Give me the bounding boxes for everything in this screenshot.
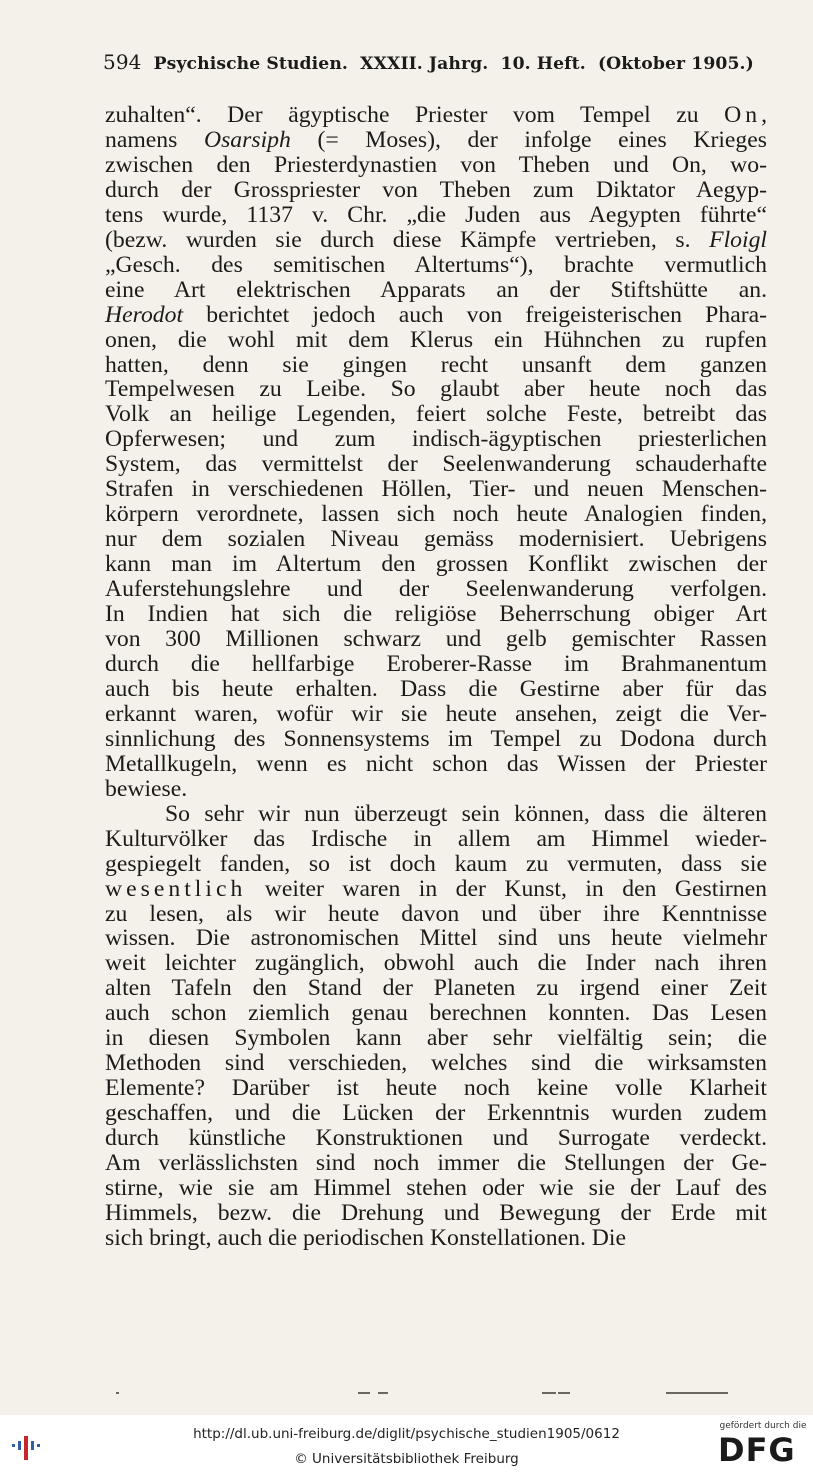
running-head — [103, 50, 771, 74]
text-run: weit leichter zugänglich, obwohl auch die Inder nach ihren — [105, 950, 767, 977]
text-run: zuhalten“. Der ägyptische Priester vom Tempel zu — [105, 102, 725, 128]
dfg-logo[interactable]: DFG — [718, 1431, 796, 1469]
text-run: geschaffen, und die Lücken der Erkenntnis wurden zudem — [105, 1100, 767, 1127]
text-run: Himmels, bezw. die Drehung und Bewegung der Erde mit — [105, 1199, 767, 1226]
text-run: Metallkugeln, wenn es nicht schon das Wissen der Priester — [105, 750, 767, 777]
text-line — [105, 103, 767, 128]
footer-bar — [0, 1415, 813, 1473]
text-line — [105, 902, 767, 927]
running-title: Psychische Studien. XXXII. Jahrg. 10. Heft. (Oktober 1905.) — [153, 54, 754, 74]
text-run: sinnlichung des Sonnensystems im Tempel zu Dodona durch — [105, 725, 767, 752]
text-line — [105, 852, 767, 877]
text-line — [105, 477, 767, 502]
copyright-notice: © Universitätsbibliothek Freiburg — [294, 1451, 519, 1467]
text-run: durch die hellfarbige Eroberer-Rasse im Brahmanentum — [105, 650, 767, 677]
text-run: auch bis heute erhalten. Dass die Gestirne aber für das — [105, 675, 767, 702]
text-run: (bezw. wurden sie durch diese Kämpfe vertrieben, s. — [105, 226, 710, 253]
text-line — [105, 328, 767, 353]
text-run: So sehr wir nun überzeugt sein können, dass die älteren — [165, 800, 767, 827]
text-run: Opferwesen; und zum indisch-ägyptischen priesterlichen — [105, 426, 767, 453]
text-line — [105, 702, 767, 727]
text-line — [105, 976, 767, 1001]
text-line — [105, 577, 767, 602]
text-line — [105, 527, 767, 552]
text-line — [105, 802, 767, 827]
text-line — [105, 502, 767, 527]
text-line — [105, 1176, 767, 1201]
text-line — [105, 452, 767, 477]
text-run: wissen. Die astronomischen Mittel sind uns heute vielmehr — [105, 925, 767, 952]
text-run: , — [761, 102, 767, 128]
scan-edge-marks — [110, 1392, 730, 1395]
text-line — [105, 951, 767, 976]
text-run: körpern verordnete, lassen sich noch heute Analogien finden, — [105, 501, 767, 528]
text-line — [105, 153, 767, 178]
text-run: eine Art elektrischen Apparats an der Stiftshütte an. — [105, 276, 767, 303]
text-line — [105, 203, 767, 228]
text-line — [105, 552, 767, 577]
source-url-link[interactable]: http://dl.ub.uni-freiburg.de/diglit/psychische_studien1905/0612 — [193, 1426, 620, 1442]
text-run: In Indien hat sich die religiöse Beherrschung obiger Art — [105, 601, 767, 628]
text-run: Kulturvölker das Irdische in allem am Himmel wieder- — [105, 825, 767, 852]
text-line — [105, 178, 767, 203]
text-run: tens wurde, 1137 v. Chr. „die Juden aus Aegypten führte“ — [105, 201, 767, 228]
text-line — [105, 652, 767, 677]
italic-name: Osarsiph — [203, 126, 291, 153]
text-run: sich bringt, auch die periodischen Konstellationen. Die — [105, 1224, 626, 1251]
page-number: 594 — [103, 50, 142, 74]
text-line — [105, 228, 767, 253]
spaced-emphasis: wesentlich — [105, 875, 247, 902]
text-run: „Gesch. des semitischen Altertums“), brachte vermutlich — [105, 251, 767, 278]
text-line — [105, 827, 767, 852]
text-line — [105, 1151, 767, 1176]
text-run: Methoden sind verschieden, welches sind die wirksamsten — [105, 1050, 767, 1077]
text-run: auch schon ziemlich genau berechnen konnten. Das Lesen — [105, 1000, 767, 1027]
text-line — [105, 926, 767, 951]
text-run: hatten, denn sie gingen recht unsanft dem ganzen — [105, 351, 767, 378]
text-line — [105, 1226, 767, 1251]
text-run: (= Moses), der infolge eines Krieges — [290, 126, 768, 153]
text-run: weiter waren in der Kunst, in den Gestirnen — [246, 875, 767, 902]
text-line — [105, 877, 767, 902]
italic-name: Floigl — [709, 226, 767, 253]
text-run: namens — [105, 126, 204, 153]
text-run: Auferstehungslehre und der Seelenwanderung verfolgen. — [105, 576, 767, 603]
text-line — [105, 1051, 767, 1076]
text-line — [105, 253, 767, 278]
text-run: Tempelwesen zu Leibe. So glaubt aber heute noch das — [105, 376, 767, 403]
text-line — [105, 1026, 767, 1051]
spaced-emphasis: On — [724, 102, 762, 128]
text-run: erkannt waren, wofür wir sie heute ansehen, zeigt die Ver- — [105, 700, 767, 727]
text-line — [105, 677, 767, 702]
text-line — [105, 777, 767, 802]
text-line — [105, 353, 767, 378]
text-line — [105, 1101, 767, 1126]
text-run: bewiese. — [105, 775, 188, 802]
text-line — [105, 402, 767, 427]
text-line — [105, 602, 767, 627]
text-line — [105, 377, 767, 402]
text-run: Volk an heilige Legenden, feiert solche Feste, betreibt das — [105, 401, 767, 428]
text-run: alten Tafeln den Stand der Planeten zu irgend einer Zeit — [105, 975, 767, 1002]
italic-name: Herodot — [105, 301, 184, 328]
text-run: onen, die wohl mit dem Klerus ein Hühnchen zu rupfen — [105, 326, 767, 353]
text-run: System, das vermittelst der Seelenwanderung schauderhafte — [105, 451, 767, 478]
text-line — [105, 427, 767, 452]
text-run: durch künstliche Konstruktionen und Surrogate verdeckt. — [105, 1125, 767, 1152]
body-text — [105, 103, 767, 1251]
text-line — [105, 727, 767, 752]
text-line — [105, 303, 767, 328]
text-run: von 300 Millionen schwarz und gelb gemischter Rassen — [105, 626, 767, 653]
text-run: Elemente? Darüber ist heute noch keine volle Klarheit — [105, 1075, 767, 1102]
text-run: gespiegelt fanden, so ist doch kaum zu vermuten, dass sie — [105, 850, 767, 877]
text-run: stirne, wie sie am Himmel stehen oder wie sie der Lauf des — [105, 1174, 767, 1201]
text-run: nur dem sozialen Niveau gemäss modernisiert. Uebrigens — [105, 526, 767, 553]
text-line — [105, 1126, 767, 1151]
text-run: zwischen den Priesterdynastien von Theben und On, wo- — [105, 151, 767, 178]
text-line — [105, 128, 767, 153]
text-line — [105, 752, 767, 777]
text-line — [105, 1076, 767, 1101]
text-run: zu lesen, als wir heute davon und über ihre Kenntnisse — [105, 900, 767, 927]
text-run: Strafen in verschiedenen Höllen, Tier- und neuen Menschen- — [105, 476, 767, 503]
text-run: in diesen Symbolen kann aber sehr vielfältig sein; die — [105, 1025, 767, 1052]
text-run: berichtet jedoch auch von freigeisterischen Phara- — [183, 301, 767, 328]
text-line — [105, 627, 767, 652]
dfg-caption: gefördert durch die — [719, 1421, 807, 1431]
text-line — [105, 278, 767, 303]
text-line — [105, 1201, 767, 1226]
text-run: kann man im Altertum den grossen Konflikt zwischen der — [105, 551, 767, 578]
text-run: durch der Grosspriester von Theben zum Diktator Aegyp- — [105, 176, 767, 203]
text-run: Am verlässlichsten sind noch immer die Stellungen der Ge- — [105, 1150, 767, 1177]
text-line — [105, 1001, 767, 1026]
